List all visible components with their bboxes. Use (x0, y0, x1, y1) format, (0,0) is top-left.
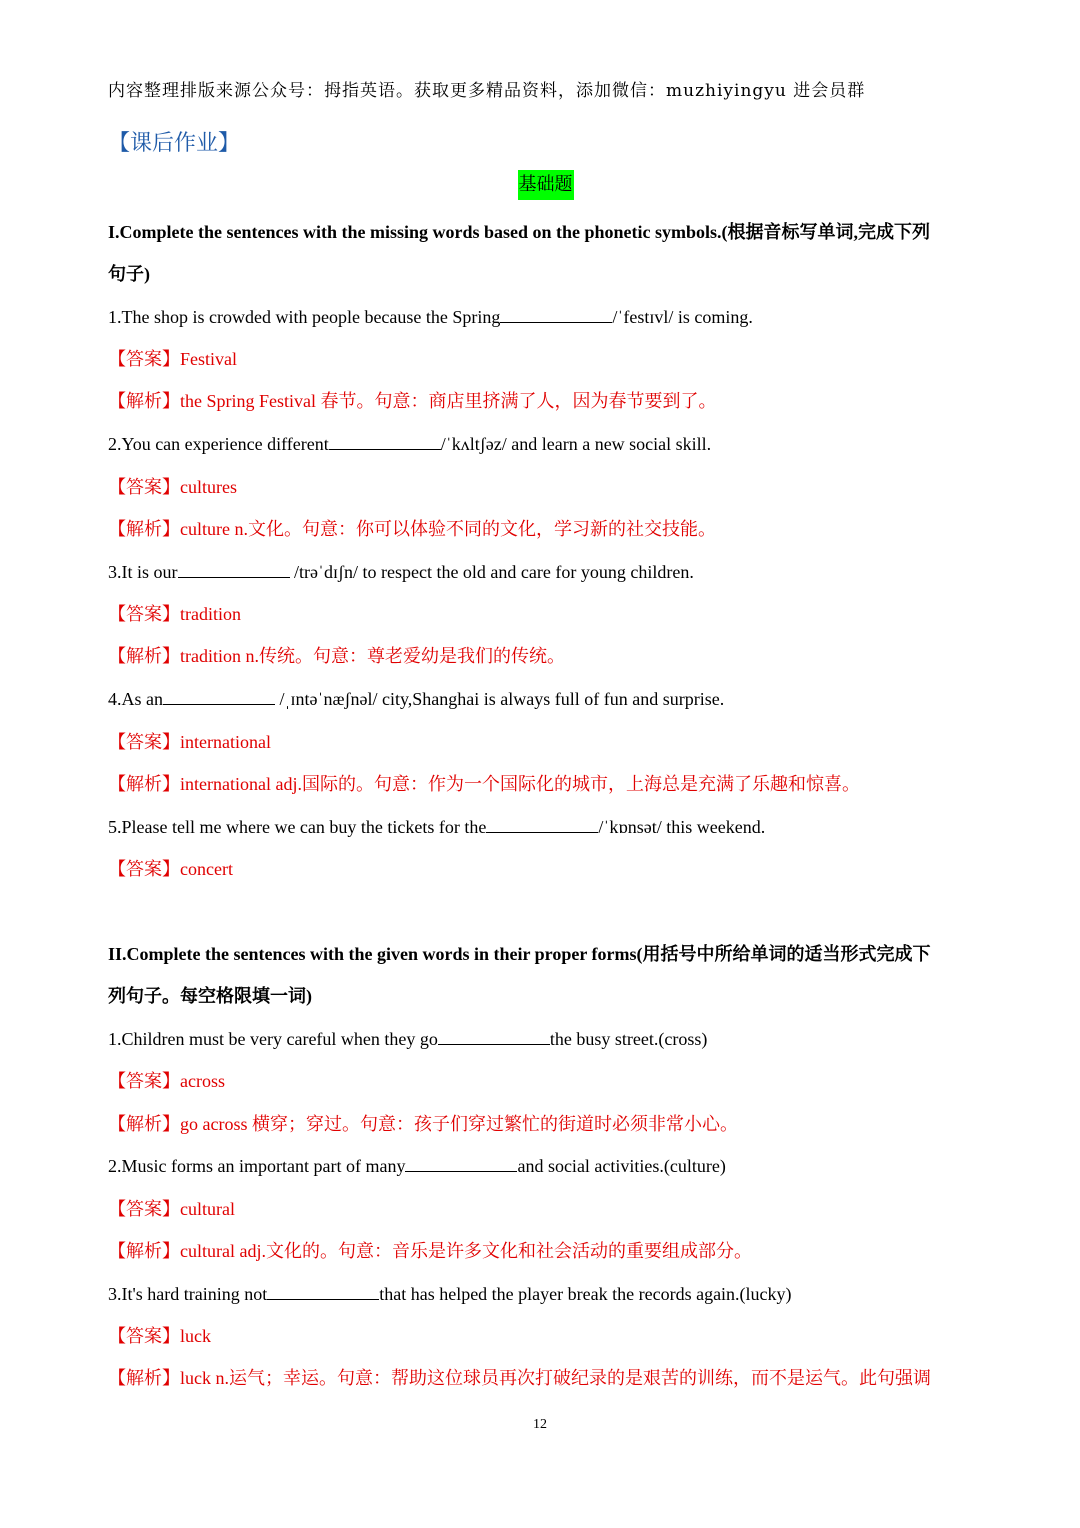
question-text: /ˈkʌltʃəz/ and learn a new social skill. (440, 434, 712, 454)
part2-instruction-line1: II.Complete the sentences with the given words in their proper forms(用括号中所给单词的适当形式完成下 (108, 944, 931, 964)
part1-instruction-line2: 句子) (108, 264, 150, 284)
question-text: and social activities.(culture) (517, 1156, 726, 1176)
question-text: 3.It's hard training not (108, 1284, 268, 1304)
answer-2-3: 【答案】luck (108, 1326, 211, 1346)
answer-blank (405, 1155, 517, 1172)
badge-row (0, 170, 1080, 200)
explanation-2-3: 【解析】luck n.运气；幸运。句意：帮助这位球员再次打破纪录的是艰苦的训练，而不是运气。此句强调 (108, 1368, 931, 1388)
explanation-2-1: 【解析】go across 横穿；穿过。句意：孩子们穿过繁忙的街道时必须非常小心。 (108, 1114, 738, 1134)
question-text: /ˈkɒnsət/ this weekend. (598, 817, 766, 837)
question-text: 5.Please tell me where we can buy the tickets for the (108, 817, 487, 837)
question-5 (108, 815, 765, 839)
explanation-4: 【解析】international adj.国际的。句意：作为一个国际化的城市，上海总是充满了乐趣和惊喜。 (108, 774, 860, 794)
answer-blank (438, 1028, 550, 1045)
question-4 (108, 687, 724, 711)
part1-instruction-line1: I.Complete the sentences with the missing words based on the phonetic symbols.(根据音标写单词,完成下列 (108, 222, 931, 242)
question-text: /trəˈdɪʃn/ to respect the old and care for young children. (289, 562, 694, 582)
part2-instruction-line2: 列句子。每空格限填一词) (108, 986, 312, 1006)
answer-2-1: 【答案】across (108, 1071, 225, 1091)
explanation-3: 【解析】tradition n.传统。句意：尊老爱幼是我们的传统。 (108, 646, 565, 666)
answer-blank (500, 306, 612, 323)
question-text: /ˈfestɪvl/ is coming. (612, 307, 753, 327)
answer-1: 【答案】Festival (108, 349, 237, 369)
question-text: that has helped the player break the records again.(lucky) (379, 1284, 792, 1304)
section-title: 【课后作业】 (108, 131, 241, 156)
question-text: 3.It is our (108, 562, 178, 582)
question-text: 4.As an (108, 689, 163, 709)
question-text: the busy street.(cross) (549, 1029, 708, 1049)
question-text: 2.You can experience different (108, 434, 329, 454)
explanation-1: 【解析】the Spring Festival 春节。句意：商店里挤满了人，因为春节要到了。 (108, 391, 717, 411)
answer-3: 【答案】tradition (108, 604, 241, 624)
source-header: 内容整理排版来源公众号：拇指英语。获取更多精品资料，添加微信：muzhiyingyu 进会员群 (108, 81, 866, 101)
answer-4: 【答案】international (108, 732, 271, 752)
answer-5: 【答案】concert (108, 859, 233, 879)
answer-2: 【答案】cultures (108, 477, 237, 497)
answer-blank (329, 433, 441, 450)
question-2 (108, 432, 711, 456)
answer-2-2: 【答案】cultural (108, 1199, 235, 1219)
question-2-3 (108, 1282, 792, 1306)
question-3 (108, 560, 694, 584)
question-1 (108, 305, 753, 329)
answer-blank (163, 688, 275, 705)
question-text: /ˌɪntəˈnæʃnəl/ city,Shanghai is always full of fun and surprise. (275, 689, 725, 709)
page-number: 12 (533, 1417, 547, 1432)
explanation-2: 【解析】culture n.文化。句意：你可以体验不同的文化，学习新的社交技能。 (108, 519, 716, 539)
answer-blank (267, 1283, 379, 1300)
difficulty-badge: 基础题 (518, 170, 574, 200)
question-text: 1.The shop is crowded with people because the Spring (108, 307, 501, 327)
answer-blank (178, 561, 290, 578)
question-2-1 (108, 1027, 707, 1051)
question-text: 1.Children must be very careful when they go (108, 1029, 438, 1049)
explanation-2-2: 【解析】cultural adj.文化的。句意：音乐是许多文化和社会活动的重要组成部分。 (108, 1241, 752, 1261)
answer-blank (486, 816, 598, 833)
question-text: 2.Music forms an important part of many (108, 1156, 406, 1176)
question-2-2 (108, 1154, 726, 1178)
